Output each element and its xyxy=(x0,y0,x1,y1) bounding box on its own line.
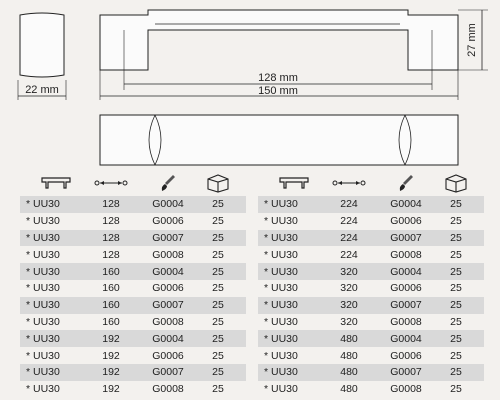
table-row xyxy=(20,381,246,398)
hole-spacing-cell: 192 xyxy=(102,366,120,379)
hole-spacing-cell: 224 xyxy=(340,215,358,228)
product-code-cell: * UU30 xyxy=(264,265,298,278)
table-row xyxy=(20,230,246,247)
quantity-cell: 25 xyxy=(450,282,462,295)
box-quantity-icon xyxy=(196,173,240,193)
product-code-cell: * UU30 xyxy=(26,299,60,312)
handle-end-view xyxy=(20,13,64,77)
product-code-cell: * UU30 xyxy=(26,315,60,328)
product-code-cell: * UU30 xyxy=(26,231,60,244)
table-row xyxy=(258,230,484,247)
table-row xyxy=(20,347,246,364)
height-label: 27 mm xyxy=(466,23,478,57)
finish-code-cell: G0004 xyxy=(152,265,184,278)
quantity-cell: 25 xyxy=(212,383,224,396)
product-code-cell: * UU30 xyxy=(264,231,298,244)
quantity-cell: 25 xyxy=(450,332,462,345)
finish-code-cell: G0006 xyxy=(390,349,422,362)
quantity-cell: 25 xyxy=(212,231,224,244)
table-row xyxy=(258,246,484,263)
hole-spacing-cell: 224 xyxy=(340,198,358,211)
table-row xyxy=(258,297,484,314)
quantity-cell: 25 xyxy=(450,383,462,396)
hole-spacing-cell: 160 xyxy=(102,265,120,278)
product-code-cell: * UU30 xyxy=(264,332,298,345)
finish-code-cell: G0007 xyxy=(390,231,422,244)
table-row xyxy=(20,263,246,280)
product-code-cell: * UU30 xyxy=(26,366,60,379)
finish-code-cell: G0008 xyxy=(152,315,184,328)
hole-spacing-cell: 192 xyxy=(102,383,120,396)
product-table-left xyxy=(20,196,246,398)
hole-spacing-label: 128 mm xyxy=(258,72,298,84)
handle-side-view xyxy=(100,10,458,70)
product-code-cell: * UU30 xyxy=(264,215,298,228)
quantity-cell: 25 xyxy=(212,198,224,211)
table-row xyxy=(20,297,246,314)
finish-brush-icon xyxy=(140,174,196,192)
finish-code-cell: G0007 xyxy=(390,366,422,379)
overall-length-label: 150 mm xyxy=(258,85,298,97)
product-code-cell: * UU30 xyxy=(26,265,60,278)
finish-code-cell: G0006 xyxy=(152,282,184,295)
handle-profile-icon xyxy=(258,175,320,191)
table-row xyxy=(258,364,484,381)
hole-spacing-cell: 320 xyxy=(340,299,358,312)
product-table-right xyxy=(258,196,484,398)
hole-spacing-cell: 192 xyxy=(102,349,120,362)
table-row xyxy=(20,213,246,230)
quantity-cell: 25 xyxy=(450,366,462,379)
product-code-cell: * UU30 xyxy=(264,383,298,396)
hole-spacing-cell: 224 xyxy=(340,248,358,261)
hole-spacing-cell: 320 xyxy=(340,265,358,278)
quantity-cell: 25 xyxy=(450,231,462,244)
quantity-cell: 25 xyxy=(212,349,224,362)
quantity-cell: 25 xyxy=(450,215,462,228)
table-row xyxy=(258,381,484,398)
quantity-cell: 25 xyxy=(212,299,224,312)
right-table-header xyxy=(258,172,478,194)
hole-spacing-cell: 480 xyxy=(340,366,358,379)
table-row xyxy=(20,364,246,381)
product-code-cell: * UU30 xyxy=(264,299,298,312)
quantity-cell: 25 xyxy=(212,315,224,328)
hole-spacing-cell: 128 xyxy=(102,248,120,261)
quantity-cell: 25 xyxy=(212,366,224,379)
handle-top-view xyxy=(100,115,458,165)
quantity-cell: 25 xyxy=(212,248,224,261)
finish-code-cell: G0007 xyxy=(390,299,422,312)
quantity-cell: 25 xyxy=(450,299,462,312)
product-code-cell: * UU30 xyxy=(26,332,60,345)
product-code-cell: * UU30 xyxy=(26,248,60,261)
finish-code-cell: G0004 xyxy=(152,198,184,211)
product-code-cell: * UU30 xyxy=(264,248,298,261)
finish-code-cell: G0007 xyxy=(152,299,184,312)
knob-width-label: 22 mm xyxy=(25,84,59,96)
hole-spacing-cell: 160 xyxy=(102,299,120,312)
hole-spacing-cell: 480 xyxy=(340,332,358,345)
box-quantity-icon xyxy=(434,173,478,193)
table-row xyxy=(258,330,484,347)
finish-code-cell: G0007 xyxy=(152,231,184,244)
table-row xyxy=(20,330,246,347)
product-code-cell: * UU30 xyxy=(26,198,60,211)
quantity-cell: 25 xyxy=(450,315,462,328)
finish-code-cell: G0004 xyxy=(390,265,422,278)
finish-code-cell: G0008 xyxy=(390,315,422,328)
table-row xyxy=(20,314,246,331)
product-code-cell: * UU30 xyxy=(26,215,60,228)
finish-code-cell: G0004 xyxy=(390,332,422,345)
finish-code-cell: G0006 xyxy=(152,215,184,228)
hole-spacing-cell: 192 xyxy=(102,332,120,345)
hole-spacing-cell: 160 xyxy=(102,282,120,295)
hole-spacing-cell: 128 xyxy=(102,231,120,244)
product-code-cell: * UU30 xyxy=(264,349,298,362)
table-row xyxy=(258,280,484,297)
finish-code-cell: G0006 xyxy=(390,215,422,228)
quantity-cell: 25 xyxy=(450,198,462,211)
quantity-cell: 25 xyxy=(450,349,462,362)
hole-spacing-icon xyxy=(82,178,140,188)
hole-spacing-cell: 160 xyxy=(102,315,120,328)
quantity-cell: 25 xyxy=(450,248,462,261)
finish-code-cell: G0006 xyxy=(390,282,422,295)
hole-spacing-cell: 480 xyxy=(340,383,358,396)
table-row xyxy=(258,314,484,331)
product-code-cell: * UU30 xyxy=(264,315,298,328)
quantity-cell: 25 xyxy=(450,265,462,278)
handle-profile-icon xyxy=(20,175,82,191)
finish-code-cell: G0008 xyxy=(152,248,184,261)
hole-spacing-cell: 320 xyxy=(340,315,358,328)
table-row xyxy=(258,213,484,230)
product-code-cell: * UU30 xyxy=(264,198,298,211)
finish-code-cell: G0007 xyxy=(152,366,184,379)
hole-spacing-cell: 224 xyxy=(340,231,358,244)
hole-spacing-cell: 480 xyxy=(340,349,358,362)
product-code-cell: * UU30 xyxy=(26,282,60,295)
table-row xyxy=(20,246,246,263)
finish-code-cell: G0008 xyxy=(152,383,184,396)
hole-spacing-cell: 128 xyxy=(102,198,120,211)
table-row xyxy=(20,196,246,213)
finish-code-cell: G0006 xyxy=(152,349,184,362)
quantity-cell: 25 xyxy=(212,282,224,295)
table-row xyxy=(258,263,484,280)
finish-code-cell: G0008 xyxy=(390,383,422,396)
product-code-cell: * UU30 xyxy=(264,366,298,379)
table-row xyxy=(258,196,484,213)
table-row xyxy=(20,280,246,297)
left-table-header xyxy=(20,172,240,194)
hole-spacing-cell: 128 xyxy=(102,215,120,228)
quantity-cell: 25 xyxy=(212,332,224,345)
finish-code-cell: G0008 xyxy=(390,248,422,261)
quantity-cell: 25 xyxy=(212,265,224,278)
quantity-cell: 25 xyxy=(212,215,224,228)
product-code-cell: * UU30 xyxy=(26,383,60,396)
hole-spacing-cell: 320 xyxy=(340,282,358,295)
product-code-cell: * UU30 xyxy=(26,349,60,362)
finish-code-cell: G0004 xyxy=(390,198,422,211)
finish-brush-icon xyxy=(378,174,434,192)
product-code-cell: * UU30 xyxy=(264,282,298,295)
table-row xyxy=(258,347,484,364)
hole-spacing-icon xyxy=(320,178,378,188)
finish-code-cell: G0004 xyxy=(152,332,184,345)
technical-drawing xyxy=(0,0,500,170)
